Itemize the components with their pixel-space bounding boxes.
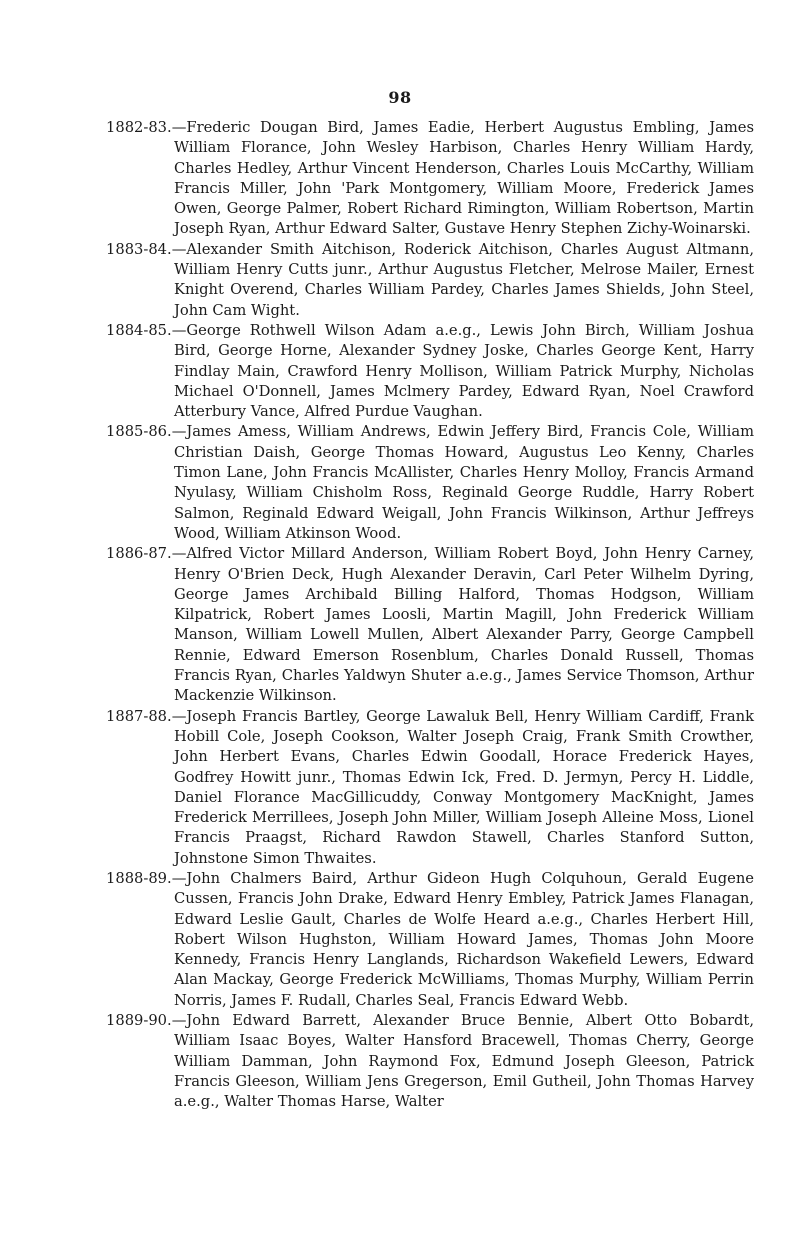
entry-names: George Rothwell Wilson Adam a.e.g., Lewis John Birch, William Joshua Bird, George Horne, Alexander Sydney Joske, Charles George Kent, Harry Findlay Main, Crawford Henry Mollison, William Patrick Murphy, Nicholas Michael O'Donnell, James Mclmery Pardey, Edward Ryan, Noel Crawford Atterbury Vance, Alfred Purdue Vaughan. bbox=[174, 321, 754, 421]
entry-names: Alexander Smith Aitchison, Roderick Aitchison, Charles August Altmann, William Henry Cutts junr., Arthur Augustus Fletcher, Melrose Mailer, Ernest Knight Overend, Charles William Pardey, Charles James Shields, John Steel, John Cam Wight. bbox=[174, 240, 754, 319]
list-entry-1888-89 bbox=[106, 869, 754, 1011]
entry-year: 1886-87. bbox=[106, 545, 172, 563]
entry-dash: — bbox=[171, 1012, 187, 1030]
entry-year: 1889-90. bbox=[106, 1012, 172, 1030]
list-entry-1882-83 bbox=[106, 118, 754, 240]
list-entry-1889-90 bbox=[106, 1011, 754, 1112]
list-entry-1884-85 bbox=[106, 321, 754, 422]
list-entry-1883-84 bbox=[106, 240, 754, 321]
entry-dash: — bbox=[171, 423, 187, 441]
graduate-list bbox=[106, 118, 754, 1113]
entry-year: 1882-83. bbox=[106, 119, 172, 136]
entry-year: 1885-86. bbox=[106, 423, 172, 441]
entry-year: 1884-85. bbox=[106, 321, 172, 339]
entry-year: 1883-84. bbox=[106, 240, 172, 258]
entry-year: 1888-89. bbox=[106, 869, 172, 887]
entry-names: John Edward Barrett, Alexander Bruce Bennie, Albert Otto Bobardt, William Isaac Boyes, Walter Hansford Bracewell, Thomas Cherry, George William Damman, John Raymond Fox, Edmund Joseph Gleeson, Patrick Francis Gleeson, William Jens Gregerson, Emil Gutheil, John Thomas Harvey a.e.g., Walter Thomas Harse, Walter bbox=[174, 1012, 754, 1111]
page-number: 98 bbox=[388, 88, 412, 107]
entry-names: James Amess, William Andrews, Edwin Jeffery Bird, Francis Cole, William Christian Daish, George Thomas Howard, Augustus Leo Kenny, Charles Timon Lane, John Francis McAllister, Charles Henry Molloy, Francis Armand Nyulasy, William Chisholm Ross, Reginald George Ruddle, Harry Robert Salmon, Reginald Edward Weigall, John Francis Wilkinson, Arthur Jeffreys Wood, William Atkinson Wood. bbox=[174, 423, 754, 542]
entry-dash: — bbox=[171, 240, 187, 258]
entry-names: John Chalmers Baird, Arthur Gideon Hugh Colquhoun, Gerald Eugene Cussen, Francis John Drake, Edward Henry Embley, Patrick James Flanagan, Edward Leslie Gault, Charles de Wolfe Heard a.e.g., Charles Herbert Hill, Robert Wilson Hughston, William Howard James, Thomas John Moore Kennedy, Francis Henry Langlands, Richardson Wakefield Lewers, Edward Alan Mackay, George Frederick McWilliams, Thomas Murphy, William Perrin Norris, James F. Rudall, Charles Seal, Francis Edward Webb. bbox=[174, 869, 754, 1009]
entry-dash: — bbox=[171, 119, 187, 136]
list-entry-1887-88 bbox=[106, 707, 754, 869]
entry-names: Alfred Victor Millard Anderson, William Robert Boyd, John Henry Carney, Henry O'Brien Deck, Hugh Alexander Deravin, Carl Peter Wilhelm Dyring, George James Archibald Billing Halford, Thomas Hodgson, William Kilpatrick, Robert James Loosli, Martin Magill, John Frederick William Manson, William Lowell Mullen, Albert Alexander Parry, George Campbell Rennie, Edward Emerson Rosenblum, Charles Donald Russell, Thomas Francis Ryan, Charles Yaldwyn Shuter a.e.g., James Service Thomson, Arthur Mackenzie Wilkinson. bbox=[174, 545, 754, 705]
entry-names: Joseph Francis Bartley, George Lawaluk Bell, Henry William Cardiff, Frank Hobill Cole, Joseph Cookson, Walter Joseph Craig, Frank Smith Crowther, John Herbert Evans, Charles Edwin Goodall, Horace Frederick Hayes, Godfrey Howitt junr., Thomas Edwin Ick, Fred. D. Jermyn, Percy H. Liddle, Daniel Florance MacGillicuddy, Conway Montgomery MacKnight, James Frederick Merrillees, Joseph John Miller, William Joseph Alleine Moss, Lionel Francis Praagst, Richard Rawdon Stawell, Charles Stanford Sutton, Johnstone Simon Thwaites. bbox=[174, 707, 754, 867]
entry-year: 1887-88. bbox=[106, 707, 172, 725]
entry-names: Frederic Dougan Bird, James Eadie, Herbert Augustus Embling, James William Florance, John Wesley Harbison, Charles Henry William Hardy, Charles Hedley, Arthur Vincent Henderson, Charles Louis McCarthy, William Francis Miller, John 'Park Montgomery, William Moore, Frederick James Owen, George Palmer, Robert Richard Rimington, William Robertson, Martin Joseph Ryan, Arthur Edward Salter, Gustave Henry Stephen Zichy-Woinarski. bbox=[174, 119, 754, 238]
entry-dash: — bbox=[171, 707, 187, 725]
list-entry-1886-87 bbox=[106, 544, 754, 706]
entry-dash: — bbox=[171, 545, 187, 563]
entry-dash: — bbox=[171, 869, 187, 887]
entry-dash: — bbox=[171, 321, 187, 339]
list-entry-1885-86 bbox=[106, 422, 754, 544]
